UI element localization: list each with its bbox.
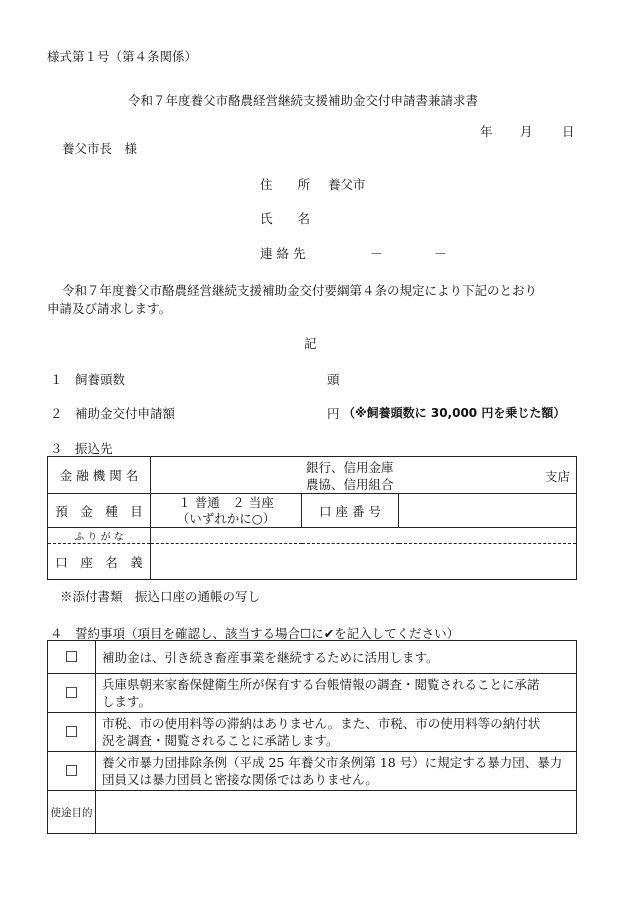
contact-dash-2: － [434, 246, 447, 261]
pledge-checkbox-2[interactable] [48, 674, 96, 713]
item-2-unit: 円 [327, 406, 340, 421]
furigana-label: ふ り が な [74, 532, 124, 543]
account-number-label: 口 座 番 号 [319, 503, 381, 519]
furigana-field[interactable] [151, 528, 577, 544]
usage-label: 使途目的 [50, 806, 93, 819]
pledge-item-4-line-2: 団員又は暴力団員と密接な関係ではありません。 [102, 772, 378, 787]
item-1-label: １ 飼養頭数 [50, 372, 126, 387]
deposit-hint: （いずれかに○） [176, 510, 276, 526]
pledge-checkbox-4[interactable] [48, 752, 96, 791]
address-label: 住 所 [260, 177, 311, 192]
item-2-label: ２ 補助金交付申請額 [50, 406, 176, 421]
pledge-item-4-line-1: 養父市暴力団排除条例（平成 25 年養父市条例第 18 号）に規定する暴力団、暴力 [102, 755, 563, 770]
usage-label-cell [48, 791, 96, 834]
pledge-item-1-line-1: 補助金は、引き続き畜産事業を継続するために活用します。 [102, 649, 439, 665]
address-value: 養父市 [328, 177, 366, 192]
intro-line-2: 申請及び請求します。 [47, 301, 172, 316]
item-3-label: ３ 振込先 [50, 441, 113, 456]
date-year: 年 [480, 124, 493, 139]
contact-label: 連 絡 先 [260, 246, 306, 261]
bank-table [47, 456, 577, 580]
attachment-note: ※添付書類 振込口座の通帳の写し [60, 589, 261, 604]
account-name-label: 口 座 名 義 [55, 554, 143, 570]
checkbox-icon: ☐ [64, 762, 79, 780]
form-title: 令和７年度養父市酪農経営継続支援補助金交付申請書兼請求書 [128, 93, 479, 108]
institution-label-cell [48, 457, 151, 494]
intro-line-1: 令和７年度養父市酪農経営継続支援補助金交付要綱第４条の規定により下記のとおり [62, 283, 538, 298]
item-2-note: （※飼養頭数に 30,000 円を乗じた額） [343, 406, 566, 420]
pledge-item-2 [96, 674, 577, 713]
checkbox-icon: ☐ [64, 648, 79, 666]
account-name-field[interactable] [151, 544, 577, 580]
form-number: 様式第１号（第４条関係） [47, 49, 198, 64]
deposit-options: １ 普通 ２ 当座 [178, 494, 274, 510]
deposit-type-field[interactable] [151, 494, 302, 528]
institution-field[interactable] [151, 457, 577, 494]
pledge-item-3-line-2: 況を調査・閲覧されることに承諾します。 [102, 733, 339, 748]
branch-label: 支店 [544, 469, 570, 484]
date-day: 日 [562, 124, 575, 139]
pledge-table [47, 640, 577, 834]
contact-dash-1: － [370, 246, 383, 261]
account-number-field[interactable] [399, 494, 577, 528]
usage-field[interactable] [96, 791, 577, 834]
pledge-item-2-line-1: 兵庫県朝来家畜保健衛生所が保有する台帳情報の調査・閲覧されることに承諾 [102, 677, 540, 692]
pledge-item-1 [96, 641, 577, 674]
pledge-item-3 [96, 713, 577, 752]
pledge-heading: ４ 誓約事項（項目を確認し、該当する場合☐に✔を記入してください） [50, 626, 460, 641]
pledge-item-4 [96, 752, 577, 791]
item-1-unit: 頭 [327, 372, 340, 387]
deposit-type-label: 預 金 種 目 [55, 503, 143, 519]
bank-types-line-2: 農協、信用組合 [306, 477, 394, 492]
pledge-item-3-line-1: 市税、市の使用料等の滞納はありません。また、市税、市の使用料等の納付状 [102, 716, 541, 731]
institution-label: 金 融 機 関 名 [59, 468, 139, 483]
name-label: 氏 名 [260, 211, 311, 226]
checkbox-icon: ☐ [64, 684, 79, 702]
date-month: 月 [520, 124, 533, 139]
addressee: 養父市長 様 [62, 141, 138, 156]
pledge-checkbox-1[interactable] [48, 641, 96, 674]
checkbox-icon: ☐ [64, 723, 79, 741]
ki-heading: 記 [304, 336, 317, 351]
bank-types-line-1: 銀行、信用金庫 [306, 460, 394, 475]
account-number-label-cell [302, 494, 399, 528]
deposit-type-label-cell [48, 494, 151, 528]
pledge-item-2-line-2: します。 [102, 694, 152, 709]
furigana-label-cell [48, 528, 151, 544]
pledge-checkbox-3[interactable] [48, 713, 96, 752]
account-name-label-cell [48, 544, 151, 580]
